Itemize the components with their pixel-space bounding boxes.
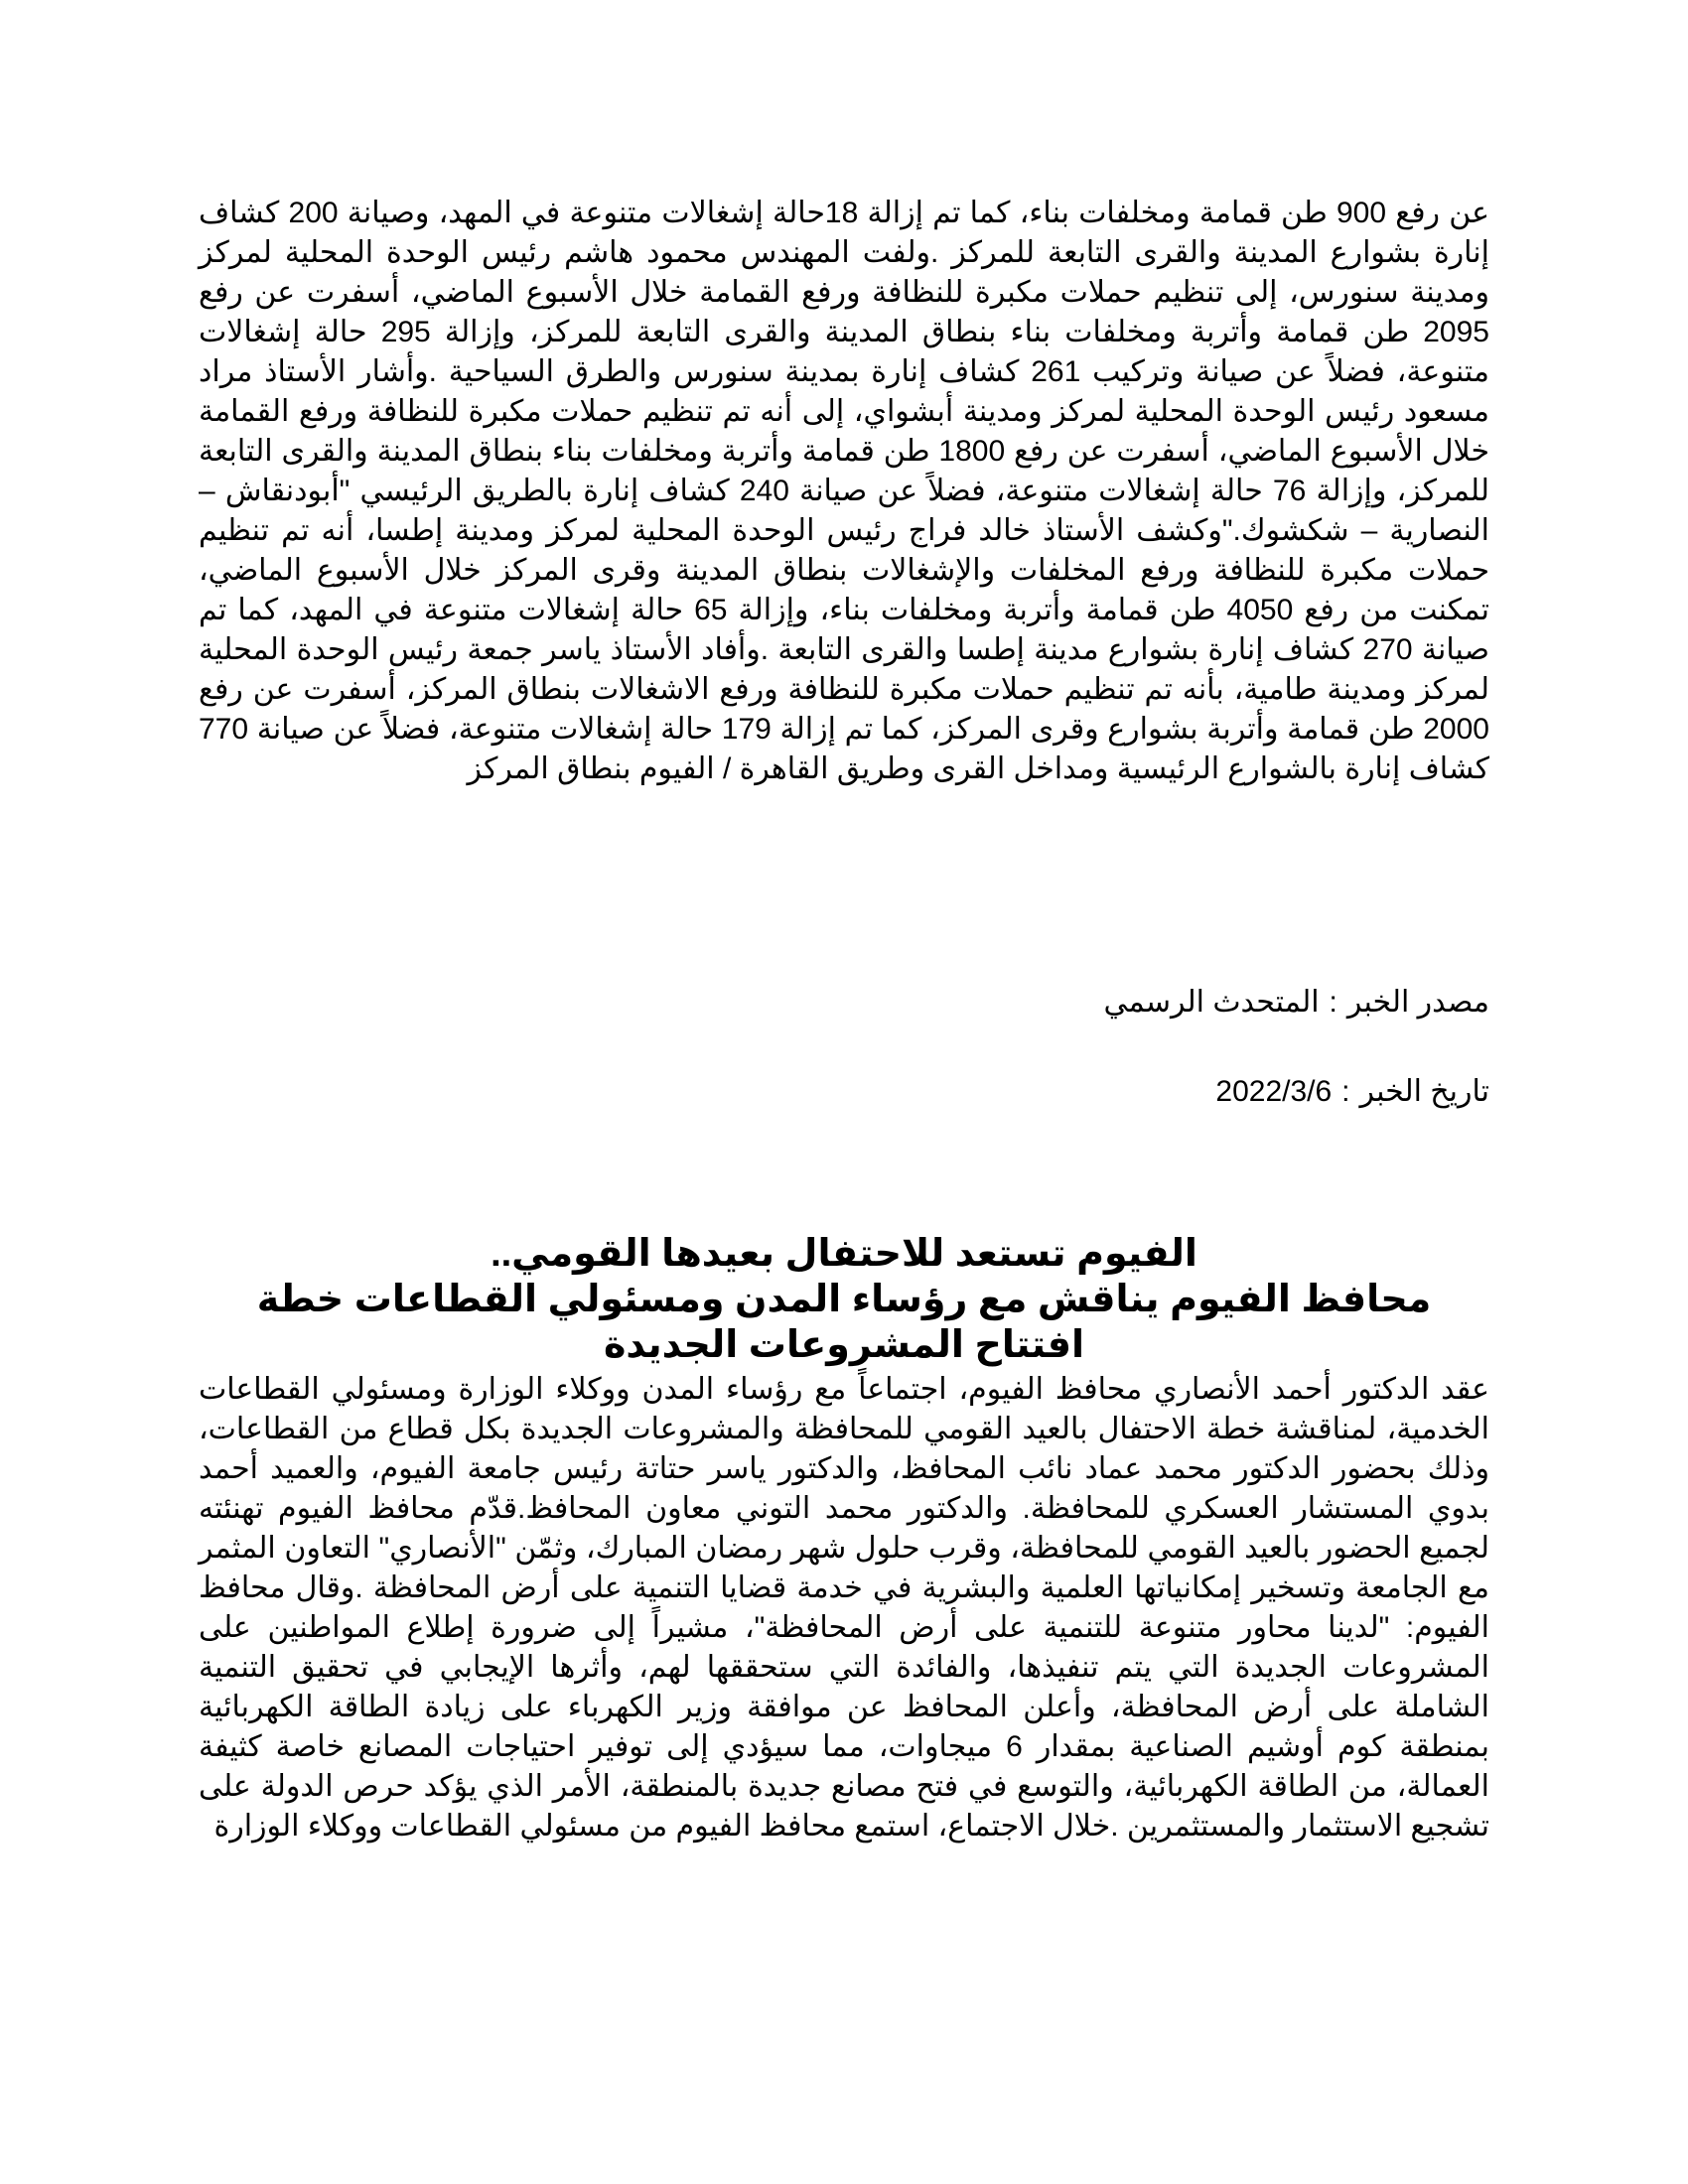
news-source-value: المتحدث الرسمي: [1103, 986, 1320, 1019]
headline-line-2: محافظ الفيوم يناقش مع رؤساء المدن ومسئولي القطاعات خطة افتتاح المشروعات الجديدة: [256, 1279, 1432, 1366]
news-date-line: [1215, 1072, 1489, 1112]
news-date-value: 2022/3/6: [1215, 1075, 1333, 1108]
news-date-label: تاريخ الخبر: [1359, 1075, 1489, 1108]
news-source-label: مصدر الخبر: [1346, 986, 1489, 1019]
news-date-separator: :: [1341, 1075, 1350, 1108]
news-source-separator: :: [1329, 986, 1337, 1019]
body-paragraph-2: عقد الدكتور أحمد الأنصاري محافظ الفيوم، اجتماعاً مع رؤساء المدن ووكلاء الوزارة ومسئولي القطاعات الخدمية، لمناقشة خطة الاحتفال بالعيد القومي للمحافظة والمشروعات الجديدة بكل قطاع من القطاعات، وذلك بحضور الدكتور محمد عماد نائب المحافظ، والدكتور ياسر حتاتة رئيس جامعة الفيوم، والعميد أحمد بدوي المستشار العسكري للمحافظة. والدكتور محمد التوني معاون المحافظ.قدّم محافظ الفيوم تهنئته لجميع الحضور بالعيد القومي للمحافظة، وقرب حلول شهر رمضان المبارك، وثمّن "الأنصاري" التعاون المثمر مع الجامعة وتسخير إمكانياتها العلمية والبشرية في خدمة قضايا التنمية على أرض المحافظة .وقال محافظ الفيوم: "لدينا محاور متنوعة للتنمية على أرض المحافظة"، مشيراً إلى ضرورة إطلاع المواطنين على المشروعات الجديدة التي يتم تنفيذها، والفائدة التي ستحققها لهم، وأثرها الإيجابي في تحقيق التنمية الشاملة على أرض المحافظة، وأعلن المحافظ عن موافقة وزير الكهرباء على زيادة الطاقة الكهربائية بمنطقة كوم أوشيم الصناعية بمقدار 6 ميجاوات، مما سيؤدي إلى توفير احتياجات المصانع خاصة كثيفة العمالة، من الطاقة الكهربائية، والتوسع في فتح مصانع جديدة بالمنطقة، الأمر الذي يؤكد حرص الدولة على تشجيع الاستثمار والمستثمرين .خلال الاجتماع، استمع محافظ الفيوم من مسئولي القطاعات ووكلاء الوزارة: [199, 1373, 1489, 1843]
headline-line-1: الفيوم تستعد للاحتفال بعيدها القومي..: [491, 1233, 1197, 1275]
document-page: [199, 194, 1489, 2080]
body-paragraph-1: عن رفع 900 طن قمامة ومخلفات بناء، كما تم إزالة 18حالة إشغالات متنوعة في المهد، وصيانة 200 كشاف إنارة بشوارع المدينة والقرى التابعة للمركز .ولفت المهندس محمود هاشم رئيس الوحدة المحلية لمركز ومدينة سنورس، إلى تنظيم حملات مكبرة للنظافة ورفع القمامة خلال الأسبوع الماضي، أسفرت عن رفع 2095 طن قمامة وأتربة ومخلفات بناء بنطاق المدينة والقرى التابعة للمركز، وإزالة 295 حالة إشغالات متنوعة، فضلاً عن صيانة وتركيب 261 كشاف إنارة بمدينة سنورس والطرق السياحية .وأشار الأستاذ مراد مسعود رئيس الوحدة المحلية لمركز ومدينة أبشواي، إلى أنه تم تنظيم حملات مكبرة للنظافة ورفع القمامة خلال الأسبوع الماضي، أسفرت عن رفع 1800 طن قمامة وأتربة ومخلفات بناء بنطاق المدينة والقرى التابعة للمركز، وإزالة 76 حالة إشغالات متنوعة، فضلاً عن صيانة 240 كشاف إنارة بالطريق الرئيسي "أبودنقاش – النصارية – شكشوك."وكشف الأستاذ خالد فراج رئيس الوحدة المحلية لمركز ومدينة إطسا، أنه تم تنظيم حملات مكبرة للنظافة ورفع المخلفات والإشغالات بنطاق المدينة وقرى المركز خلال الأسبوع الماضي، تمكنت من رفع 4050 طن قمامة وأتربة ومخلفات بناء، وإزالة 65 حالة إشغالات متنوعة في المهد، كما تم صيانة 270 كشاف إنارة بشوارع مدينة إطسا والقرى التابعة .وأفاد الأستاذ ياسر جمعة رئيس الوحدة المحلية لمركز ومدينة طامية، بأنه تم تنظيم حملات مكبرة للنظافة ورفع الاشغالات بنطاق المركز، أسفرت عن رفع 2000 طن قمامة وأتربة بشوارع وقرى المركز، كما تم إزالة 179 حالة إشغالات متنوعة، فضلاً عن صيانة 770 كشاف إنارة بالشوارع الرئيسية ومداخل القرى وطريق القاهرة / الفيوم بنطاق المركز: [199, 197, 1490, 785]
article-headline: [199, 1231, 1489, 1368]
news-source-line: [1103, 983, 1489, 1023]
